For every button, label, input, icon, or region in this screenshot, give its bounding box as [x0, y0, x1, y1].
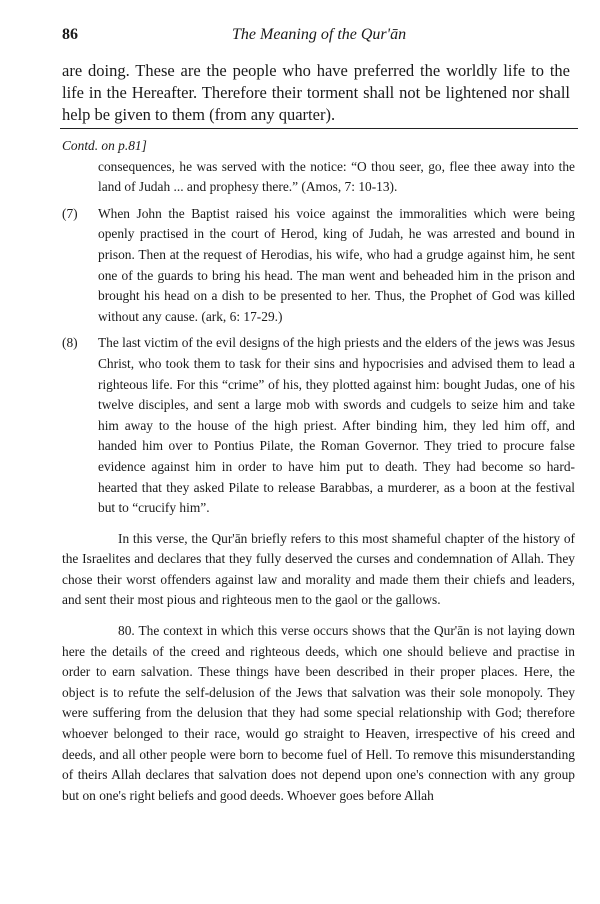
page-header [62, 26, 577, 50]
note-number: (7) [62, 205, 78, 221]
page-number: 86 [62, 26, 78, 43]
note-text: When John the Baptist raised his voice against the immoralities which were being openly practised in the court of Herod, king of Judah, he was arrested and bound in prison. Then at the request of Herodias, his wife, who had a grudge against him, he sent one of the guards to bring his head. The man went and beheaded him in the prison and brought his head on a dish to be presented to her. Thus, the Prophet of God was killed without any cause. (ark, 6: 17-29.) [98, 205, 575, 324]
commentary-paragraph: In this verse, the Qur'ān briefly refers to this most shameful chapter of the history of the Israelites and declares that they fully deserved the curses and condemnation of Allah. They chose their worst offenders against law and morality and made them their chiefs and leaders, and sent their most pious and righteous men to the gaol or the gallows. [62, 530, 575, 608]
note-item-7 [62, 204, 575, 328]
note-item-8 [62, 333, 575, 518]
commentary-paragraph-80: 80. The context in which this verse occurs shows that the Qur'ān is not laying down here the details of the creed and righteous deeds, which one should believe and practise in order to earn salvation. These things have been described in their proper places. Here, the object is to refute the self-delusion of the Jews that salvation was their sole monopoly. They were suffering from the delusion that they had some special relationship with God; therefore whoever belonged to their race, would go straight to Heaven, irrespective of his creed and deeds, and all other people were born to become fuel of Hell. To remove this misunderstanding of theirs Allah declares that salvation does not depend upon one's connection with any group but on one's right beliefs and good deeds. Whoever goes before Allah [62, 623, 575, 803]
continuation-note: consequences, he was served with the notice: “O thou seer, go, flee thee away into the land of Judah ... and prophesy there.” (Amos, 7: 10-13). [98, 158, 575, 195]
running-title: The Meaning of the Qur'ān [232, 26, 407, 43]
translation-text: are doing. These are the people who have preferred the worldly life to the life in the Hereafter. Therefore their torment shall not be lightened nor shall help be given to them (from any quarter). [62, 61, 570, 124]
footnotes-section [62, 136, 575, 806]
note-text: The last victim of the evil designs of the high priests and the elders of the jews was Jesus Christ, who took them to task for their sins and hypocrisies and advised them to lead a righteous life. For this “crime” of his, they plotted against him: bought Judas, one of his twelve disciples, and sent a large mob with swords and cudgels to seize him and take him away to the house of the high priest. After binding him, they led him off, and handed him over to Pontius Pilate, the Roman Governor. They tried to procure false evidence against him in order to have him put to death. They had become so hard-hearted that they asked Pilate to release Barabbas, a murderer, as a boon at the festival but to “crucify him”. [98, 335, 575, 516]
note-number: (8) [62, 335, 78, 351]
continuation-label: Contd. on p.81] [62, 138, 147, 153]
footnote-divider [60, 128, 578, 129]
